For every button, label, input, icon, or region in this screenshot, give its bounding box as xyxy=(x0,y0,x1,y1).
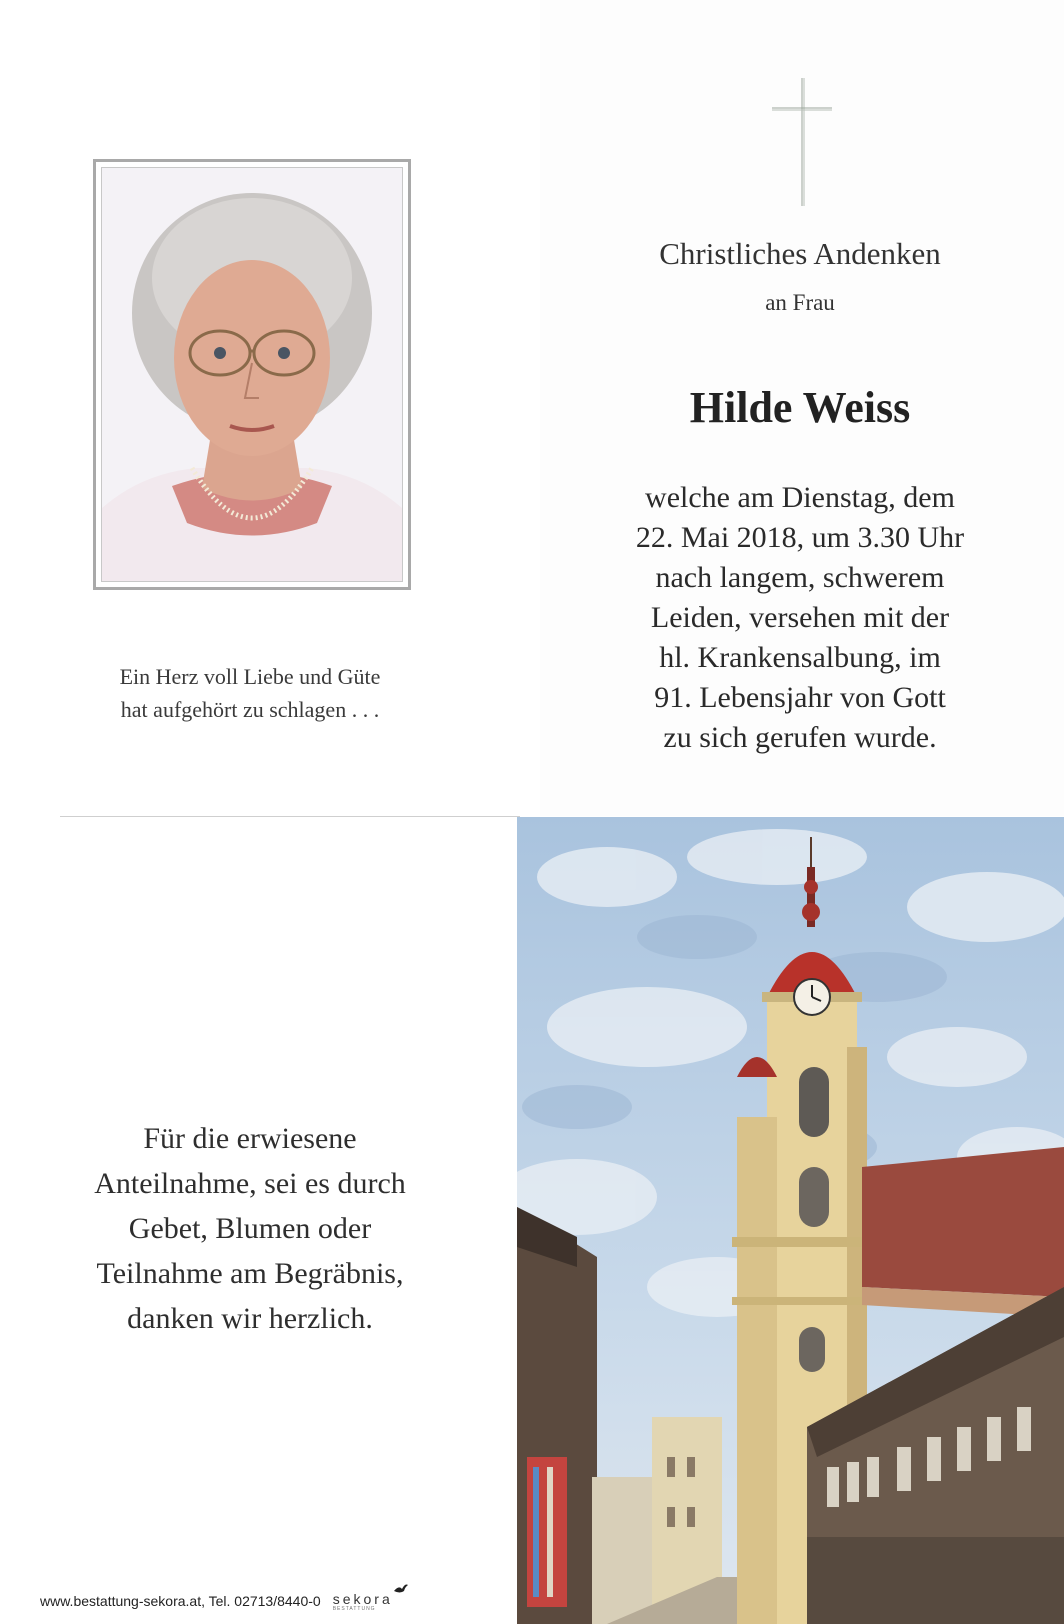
portrait-illustration xyxy=(102,168,402,581)
announcement-line: Leiden, versehen mit der xyxy=(650,601,950,634)
thanks-line: Für die erwiesene xyxy=(143,1122,357,1155)
portrait-frame xyxy=(93,159,411,590)
portrait-photo xyxy=(101,167,403,582)
logo-subtext: BESTATTUNG xyxy=(332,1605,376,1612)
fold-line xyxy=(60,816,520,817)
footer-contact: www.bestattung-sekora.at, Tel. 02713/8440-0 xyxy=(40,1593,321,1609)
thanks-message xyxy=(40,1116,460,1341)
footer xyxy=(40,1589,510,1613)
logo-text: sekora xyxy=(332,1590,393,1607)
announcement-line: hl. Krankensalbung, im xyxy=(659,641,941,674)
quote-line: Ein Herz voll Liebe und Güte xyxy=(119,664,381,689)
announcement-line: zu sich gerufen wurde. xyxy=(663,721,937,754)
announcement-line: welche am Dienstag, dem xyxy=(645,481,955,514)
announcement-line: 91. Lebensjahr von Gott xyxy=(654,681,946,714)
funeral-home-logo xyxy=(333,1591,393,1612)
thanks-line: danken wir herzlich. xyxy=(127,1302,373,1335)
announcement-line: nach langem, schwerem xyxy=(655,561,945,594)
memorial-quote xyxy=(60,660,440,726)
cross-icon xyxy=(770,78,834,206)
thanks-line: Gebet, Blumen oder xyxy=(128,1212,372,1245)
card-heading: Christliches Andenken xyxy=(659,236,941,271)
thanks-line: Teilnahme am Begräbnis, xyxy=(96,1257,404,1290)
deceased-name: Hilde Weiss xyxy=(689,383,911,432)
death-announcement xyxy=(592,478,1008,758)
quote-line: hat aufgehört zu schlagen . . . xyxy=(120,697,380,722)
church-painting xyxy=(517,817,1064,1624)
church-painting-illustration xyxy=(517,817,1064,1624)
thanks-line: Anteilnahme, sei es durch xyxy=(94,1167,406,1200)
bird-icon xyxy=(393,1583,409,1595)
announcement-line: 22. Mai 2018, um 3.30 Uhr xyxy=(635,521,965,554)
card-subheading: an Frau xyxy=(765,290,835,315)
